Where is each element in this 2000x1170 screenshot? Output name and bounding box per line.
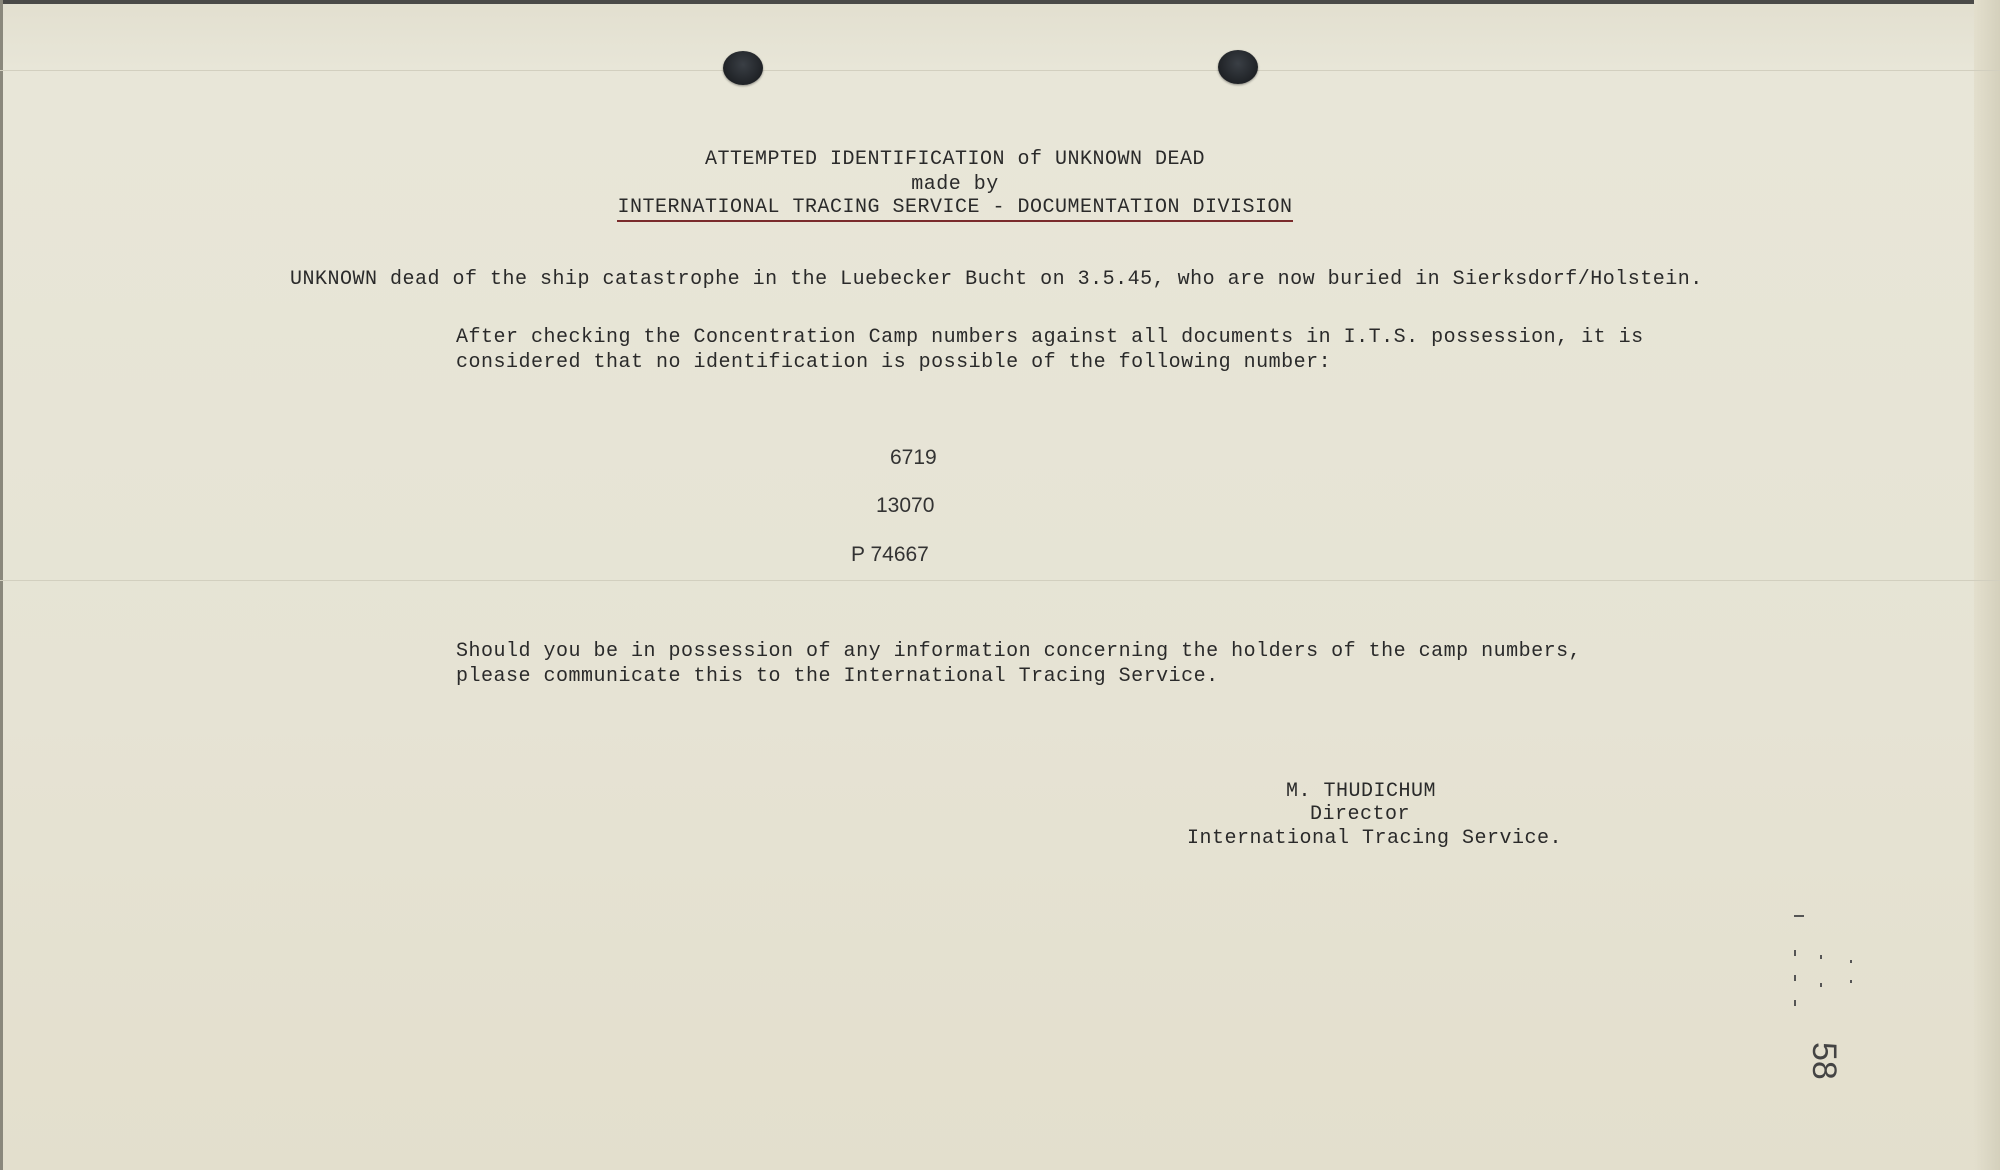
punch-hole-right	[1218, 50, 1258, 84]
intro-line: UNKNOWN dead of the ship catastrophe in the Luebecker Bucht on 3.5.45, who are now buried in Sierksdorf/Holstein.	[290, 268, 1703, 291]
paragraph2-line1: Should you be in possession of any information concerning the holders of the camp numbers,	[456, 640, 1582, 663]
signature-title: Director	[1310, 803, 1411, 826]
heading-organization-text: INTERNATIONAL TRACING SERVICE - DOCUMENTATION DIVISION	[617, 196, 1292, 222]
card-top-edge	[0, 0, 2000, 4]
camp-number: 6719	[890, 446, 937, 469]
heading-made-by: made by	[911, 173, 999, 196]
signature-organization: International Tracing Service.	[1187, 827, 1563, 850]
paragraph1-line2: considered that no identification is possible of the following number:	[456, 351, 1332, 374]
heading-organization	[560, 196, 1350, 220]
card-right-edge	[1974, 0, 2000, 1170]
paragraph1-line1: After checking the Concentration Camp numbers against all documents in I.T.S. possession, it is	[456, 326, 1644, 349]
ruled-line	[0, 70, 2000, 71]
camp-number: P 74667	[851, 543, 929, 566]
camp-number: 13070	[876, 494, 935, 517]
page-number-stamp: 58	[1805, 1042, 1843, 1080]
ruled-line	[0, 580, 2000, 581]
paragraph2-line2: please communicate this to the International Tracing Service.	[456, 665, 1219, 688]
margin-tick-marks	[1792, 915, 1852, 1030]
signature-name: M. THUDICHUM	[1286, 780, 1437, 803]
heading-title: ATTEMPTED IDENTIFICATION of UNKNOWN DEAD	[704, 148, 1206, 171]
punch-hole-left	[723, 51, 763, 85]
card-left-edge	[0, 0, 3, 1170]
